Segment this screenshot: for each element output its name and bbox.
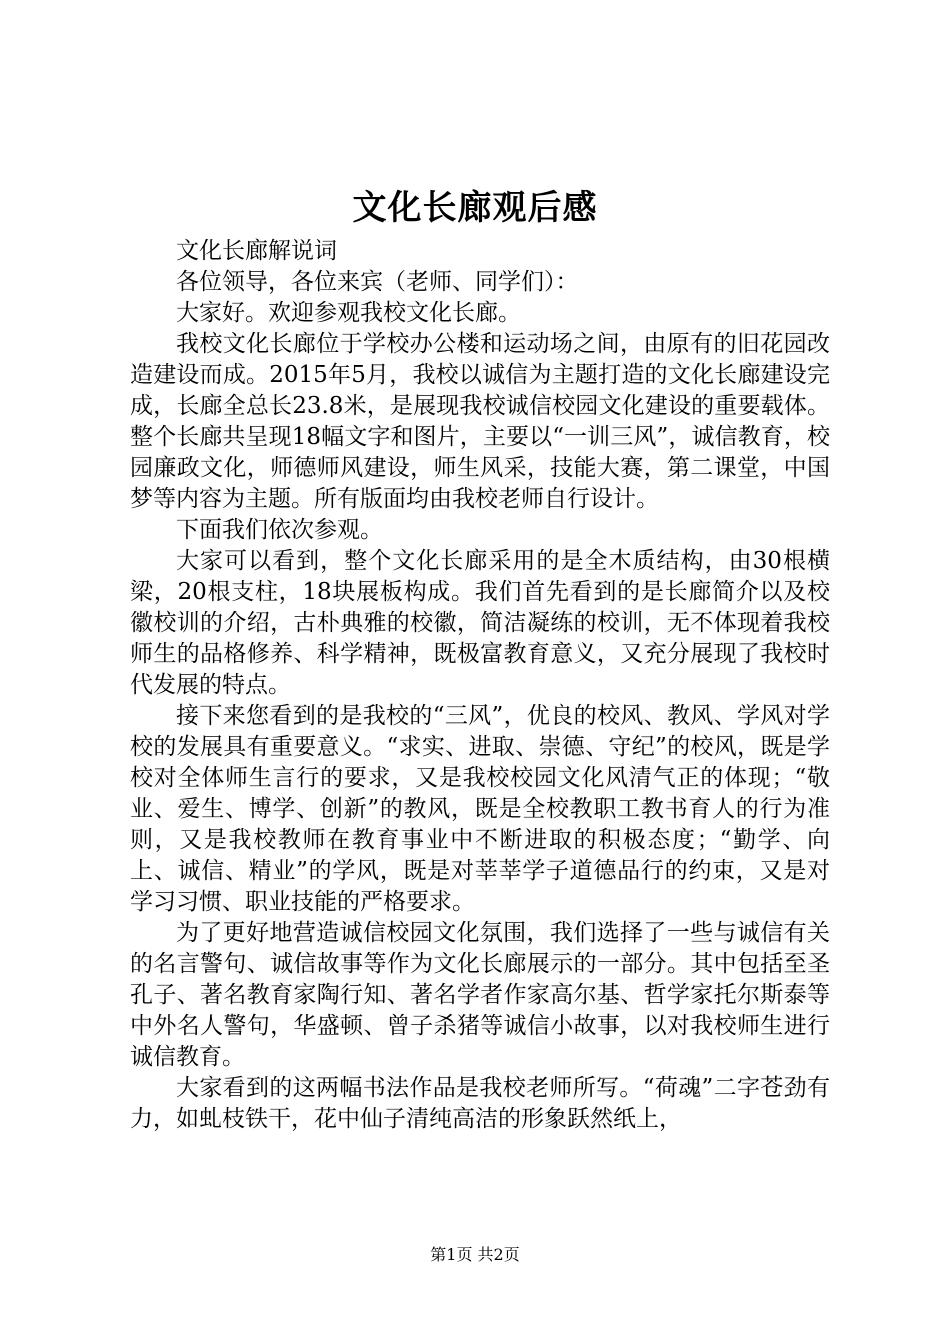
- paragraph: 大家看到的这两幅书法作品是我校老师所写。“荷魂”二字苍劲有力，如虬枝铁干，花中仙子清纯高洁的形象跃然纸上，: [130, 1075, 830, 1132]
- page-footer: 第1页 共2页: [430, 1245, 520, 1264]
- document-title: 文化长廊观后感: [352, 188, 598, 228]
- paragraph: 我校文化长廊位于学校办公楼和运动场之间，由原有的旧花园改造建设而成。2015年5月，我校以诚信为主题打造的文化长廊建设完成，长廊全总长23.8米，是展现我校诚信校园文化建设的重要载体。整个长廊共呈现18幅文字和图片，主要以“一训三风”，诚信教育，校园廉政文化，师德师风建设，师生风采，技能大赛，第二课堂，中国梦等内容为主题。所有版面均由我校老师自行设计。: [130, 331, 830, 512]
- paragraph: 为了更好地营造诚信校园文化氛围，我们选择了一些与诚信有关的名言警句、诚信故事等作为文化长廊展示的一部分。其中包括至圣孔子、著名教育家陶行知、著名学者作家高尔基、哲学家托尔斯泰等中外名人警句，华盛顿、曾子杀猪等诚信小故事，以对我校师生进行诚信教育。: [130, 920, 830, 1070]
- paragraph: 下面我们依次参观。: [176, 517, 383, 543]
- paragraph: 大家好。欢迎参观我校文化长廊。: [176, 300, 521, 326]
- document-body: [130, 236, 830, 1135]
- paragraph: 文化长廊解说词: [176, 238, 337, 264]
- paragraph: 各位领导，各位来宾（老师、同学们）：: [176, 269, 579, 295]
- paragraph: 大家可以看到，整个文化长廊采用的是全木质结构，由30根横梁，20根支柱，18块展板构成。我们首先看到的是长廊简介以及校徽校训的介绍，古朴典雅的校徽，简洁凝练的校训，无不体现着我校师生的品格修养、科学精神，既极富教育意义，又充分展现了我校时代发展的特点。: [130, 548, 830, 698]
- paragraph: 接下来您看到的是我校的“三风”，优良的校风、教风、学风对学校的发展具有重要意义。“求实、进取、崇德、守纪”的校风，既是学校对全体师生言行的要求，又是我校校园文化风清气正的体现；“敬业、爱生、博学、创新”的教风，既是全校教职工教书育人的行为准则，又是我校教师在教育事业中不断进取的积极态度；“勤学、向上、诚信、精业”的学风，既是对莘莘学子道德品行的约束，又是对学习习惯、职业技能的严格要求。: [130, 703, 830, 915]
